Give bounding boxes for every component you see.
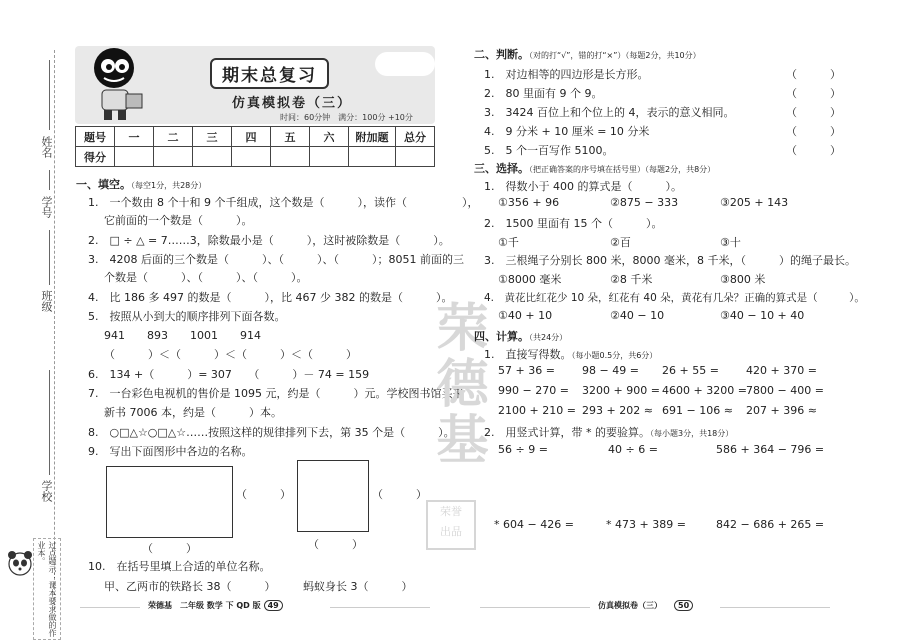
score-table bbox=[75, 126, 435, 167]
score-header-cell: 题号 bbox=[76, 127, 115, 147]
calc-item: 7800 − 400 = bbox=[746, 384, 824, 397]
section1-title-text: 一、填空。 bbox=[76, 178, 131, 191]
question-line: 8. ○□△☆○□△☆……按照这样的规律排列下去，第 35 个是（ ）。 bbox=[88, 426, 455, 439]
choice-option[interactable]: ③十 bbox=[720, 236, 741, 249]
question-line: 6. 134 +（ ）= 307 （ ）－ 74 = 159 bbox=[88, 368, 370, 381]
choice-option[interactable]: ②8 千米 bbox=[610, 273, 653, 286]
score-header-cell: 附加题 bbox=[349, 127, 396, 147]
name-label: 姓名 bbox=[40, 136, 53, 158]
class-line[interactable] bbox=[49, 230, 50, 285]
section1-title bbox=[76, 176, 206, 192]
school-line[interactable] bbox=[49, 370, 50, 475]
choice-option[interactable]: ①40 + 10 bbox=[498, 309, 553, 322]
choice-option[interactable]: ②875 − 333 bbox=[610, 196, 679, 209]
vertical-calc-item: 842 − 686 + 265 = bbox=[716, 518, 825, 531]
question-line: 9. 写出下面图形中各边的名称。 bbox=[88, 445, 253, 458]
judge-question: 5. 5 个一百写作 5100。 bbox=[484, 144, 614, 157]
question-line: 1. 一个数由 8 个十和 9 个千组成，这个数是（ ），读作（ ）， bbox=[88, 196, 479, 209]
judge-answer-blank[interactable]: （ ） bbox=[786, 87, 841, 100]
footer-rule bbox=[330, 607, 430, 608]
seal-stamp bbox=[426, 500, 476, 550]
judge-answer-blank[interactable]: （ ） bbox=[786, 68, 841, 81]
question-line: 甲、乙两市的铁路长 38（ ） 蚂蚁身长 3（ ） bbox=[104, 580, 413, 593]
question-line: 5. 按照从小到大的顺序排列下面各数。 bbox=[88, 310, 286, 323]
calc2-title-text: 2. 用竖式计算，带 * 的要验算。 bbox=[484, 426, 650, 439]
judge-question: 1. 对边相等的四边形是长方形。 bbox=[484, 68, 649, 81]
score-cell[interactable] bbox=[193, 147, 232, 167]
calc-item: 207 + 396 ≈ bbox=[746, 404, 817, 417]
footer-right bbox=[598, 600, 693, 611]
judge-answer-blank[interactable]: （ ） bbox=[786, 144, 841, 157]
choice-option[interactable]: ③40 − 10 + 40 bbox=[720, 309, 805, 322]
score-header-cell: 一 bbox=[115, 127, 154, 147]
calc1-title bbox=[484, 346, 657, 362]
calc-item: 3200 + 900 = bbox=[582, 384, 660, 397]
page-number-left: 49 bbox=[264, 600, 283, 611]
exam-subtitle: 仿真模拟卷（三） bbox=[232, 96, 353, 111]
judge-question: 2. 80 里面有 9 个 9。 bbox=[484, 87, 603, 100]
question-line: 它前面的一个数是（ ）。 bbox=[104, 214, 253, 227]
calc-item: 990 − 270 = bbox=[498, 384, 569, 397]
exam-title: 期末总复习 bbox=[210, 58, 329, 89]
choice-option[interactable]: ②百 bbox=[610, 236, 631, 249]
judge-answer-blank[interactable]: （ ） bbox=[786, 125, 841, 138]
vertical-calc-item: * 604 − 426 = bbox=[494, 518, 574, 531]
judge-answer-blank[interactable]: （ ） bbox=[786, 106, 841, 119]
calc-item: 2100 + 210 = bbox=[498, 404, 576, 417]
calc-item: 4600 + 3200 = bbox=[662, 384, 747, 397]
section2-title bbox=[474, 46, 701, 62]
square-shape bbox=[297, 460, 369, 532]
question-line: 10. 在括号里填上合适的单位名称。 bbox=[88, 560, 271, 573]
choice-question: 2. 1500 里面有 15 个（ ）。 bbox=[484, 217, 663, 230]
section1-note: （每空1分，共28分） bbox=[131, 181, 207, 190]
question-line: 新书 7006 本，约是（ ）本。 bbox=[104, 406, 282, 419]
judge-question: 4. 9 分米 + 10 厘米 = 10 分米 bbox=[484, 125, 650, 138]
class-label: 班级 bbox=[40, 290, 53, 312]
order-blanks: （ ）＜（ ）＜（ ）＜（ ） bbox=[104, 348, 357, 361]
footer-rule bbox=[720, 607, 830, 608]
choice-option[interactable]: ③800 米 bbox=[720, 273, 766, 286]
vertical-calc-item: 586 + 364 − 796 = bbox=[716, 443, 825, 456]
score-cell[interactable] bbox=[271, 147, 310, 167]
choice-option[interactable]: ③205 + 143 bbox=[720, 196, 789, 209]
calc-item: 26 + 55 = bbox=[662, 364, 719, 377]
mascot-icon bbox=[82, 44, 152, 124]
score-row bbox=[76, 147, 435, 167]
page-number-right: 50 bbox=[674, 600, 693, 611]
question-line: 3. 4208 后面的三个数是（ ）、（ ）、（ ）；8051 前面的三 bbox=[88, 253, 464, 266]
calc2-title bbox=[484, 424, 733, 440]
calc2-note: （每小题3分，共18分） bbox=[650, 429, 734, 438]
calc-item: 420 + 370 = bbox=[746, 364, 817, 377]
fold-line bbox=[54, 50, 55, 610]
watermark-text: 荣德基 bbox=[427, 300, 487, 468]
choice-question: 1. 得数小于 400 的算式是（ ）。 bbox=[484, 180, 682, 193]
section3-title bbox=[474, 160, 715, 176]
footer-rule bbox=[80, 607, 140, 608]
score-cell[interactable] bbox=[349, 147, 396, 167]
choice-option[interactable]: ①356 + 96 bbox=[498, 196, 560, 209]
number-list: 941 893 1001 914 bbox=[104, 329, 261, 342]
section2-title-text: 二、判断。 bbox=[474, 48, 529, 61]
name-line[interactable] bbox=[49, 60, 50, 130]
section3-note: （把正确答案的序号填在括号里）（每题2分，共8分） bbox=[529, 165, 716, 174]
shape-blank[interactable]: （ ） bbox=[372, 488, 427, 501]
rectangle-shape bbox=[106, 466, 233, 538]
score-header-cell: 五 bbox=[271, 127, 310, 147]
footer-left-text: 荣德基 二年级 数学 下 QD 版 bbox=[148, 601, 261, 610]
calc1-note: （每小题0.5分，共6分） bbox=[571, 351, 658, 360]
exam-time-score: 时间：60分钟 满分：100分 +10分 bbox=[280, 113, 413, 122]
calc-item: 98 − 49 = bbox=[582, 364, 639, 377]
score-cell[interactable] bbox=[396, 147, 435, 167]
choice-option[interactable]: ②40 − 10 bbox=[610, 309, 665, 322]
vertical-calc-item: 56 ÷ 9 = bbox=[498, 443, 548, 456]
section2-note: （对的打“√”，错的打“×”）（每题2分，共10分） bbox=[529, 51, 701, 60]
shape-blank[interactable]: （ ） bbox=[236, 488, 291, 501]
footer-rule bbox=[480, 607, 590, 608]
cloud-decoration bbox=[375, 52, 435, 76]
calc-item: 57 + 36 = bbox=[498, 364, 555, 377]
score-header-cell: 二 bbox=[154, 127, 193, 147]
vertical-calc-item: * 473 + 389 = bbox=[606, 518, 686, 531]
score-cell[interactable] bbox=[232, 147, 271, 167]
score-header-cell: 四 bbox=[232, 127, 271, 147]
seal-line: 荣誉 bbox=[440, 505, 462, 518]
score-header-cell: 总分 bbox=[396, 127, 435, 147]
footer-right-text: 仿真模拟卷（三） bbox=[598, 601, 662, 610]
calc1-title-text: 1. 直接写得数。 bbox=[484, 348, 572, 361]
question-line: 个数是（ ）、（ ）、（ ）。 bbox=[104, 271, 308, 284]
shape-blank[interactable]: （ ） bbox=[142, 542, 197, 555]
choice-option[interactable]: ①8000 毫米 bbox=[498, 273, 562, 286]
question-line: 4. 比 186 多 497 的数是（ ），比 467 少 382 的数是（ ）。 bbox=[88, 291, 453, 304]
seal-line: 出品 bbox=[440, 525, 462, 538]
score-cell[interactable] bbox=[310, 147, 349, 167]
score-row-label: 得分 bbox=[76, 147, 115, 167]
score-header-row bbox=[76, 127, 435, 147]
calc-item: 691 − 106 ≈ bbox=[662, 404, 733, 417]
shape-blank[interactable]: （ ） bbox=[308, 538, 363, 551]
id-line[interactable] bbox=[49, 170, 50, 190]
school-label: 学校 bbox=[40, 480, 53, 502]
score-cell[interactable] bbox=[115, 147, 154, 167]
choice-question: 4. 黄花比红花少 10 朵，红花有 40 朵，黄花有几朵？正确的算式是（ ）。 bbox=[484, 292, 865, 304]
choice-question: 3. 三根绳子分别长 800 米，8000 毫米，8 千米，（ ）的绳子最长。 bbox=[484, 254, 856, 267]
choice-option[interactable]: ①千 bbox=[498, 236, 519, 249]
section4-title-text: 四、计算。 bbox=[474, 330, 529, 343]
judge-question: 3. 3424 百位上和个位上的 4，表示的意义相同。 bbox=[484, 106, 735, 119]
question-line: 2. □ ÷ △ = 7……3，除数最小是（ ），这时被除数是（ ）。 bbox=[88, 234, 450, 247]
score-header-cell: 三 bbox=[193, 127, 232, 147]
section3-title-text: 三、选择。 bbox=[474, 162, 529, 175]
vertical-calc-item: 40 ÷ 6 = bbox=[608, 443, 658, 456]
panda-icon bbox=[6, 548, 34, 578]
question-line: 7. 一台彩色电视机的售价是 1095 元，约是（ ）元。学校图书馆买来 bbox=[88, 387, 464, 400]
calc-item: 293 + 202 ≈ bbox=[582, 404, 653, 417]
footer-left bbox=[148, 600, 283, 611]
id-label: 学号 bbox=[40, 196, 53, 218]
score-cell[interactable] bbox=[154, 147, 193, 167]
corner-note: 过点题示：课本要求做的作业本。 bbox=[33, 538, 61, 640]
section4-title bbox=[474, 328, 567, 344]
section4-note: （共24分） bbox=[529, 333, 568, 342]
score-header-cell: 六 bbox=[310, 127, 349, 147]
